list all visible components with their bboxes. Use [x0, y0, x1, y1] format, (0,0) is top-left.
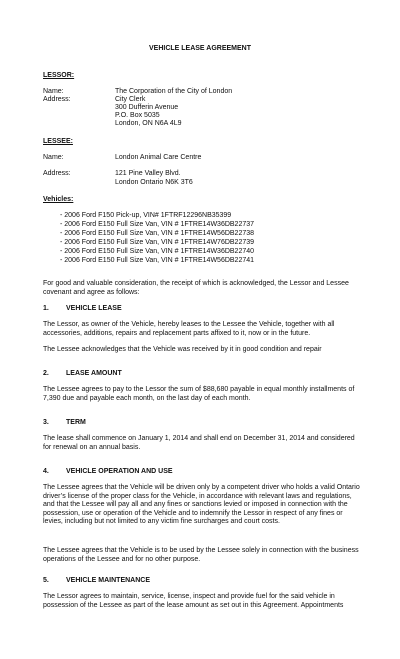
vehicle-item: - 2006 Ford F150 Pick-up, VIN# 1FTRF12296NB35399 — [60, 212, 232, 219]
vehicle-item: - 2006 Ford E150 Full Size Van, VIN # 1FTRE14W56DB22741 — [60, 257, 255, 264]
section-paragraph: The Lessee agrees to pay to the Lessor the sum of $88,680 payable in equal monthly installments of 7,390 due and payable each month, on the last day of each month. — [43, 386, 355, 402]
section-paragraph: The lease shall commence on January 1, 2014 and shall end on December 31, 2014 and considered for renewal on an annual basis. — [43, 435, 355, 451]
lessor-name: The Corporation of the City of London — [115, 88, 233, 95]
lessor-address-line: P.O. Box 5035 — [115, 112, 160, 119]
section-number: 2. — [43, 370, 49, 377]
section-heading-lease-amount: LEASE AMOUNT — [66, 370, 122, 377]
lessee-address-line: 121 Pine Valley Blvd. — [115, 170, 181, 177]
section-number: 3. — [43, 419, 49, 426]
section-number: 5. — [43, 577, 49, 584]
document-title: VEHICLE LEASE AGREEMENT — [148, 45, 252, 52]
lessor-heading: LESSOR: — [43, 72, 75, 79]
vehicles-heading: Vehicles: — [43, 196, 74, 203]
lessor-address-line: London, ON N6A 4L9 — [115, 120, 182, 127]
lessor-name-label: Name: — [43, 88, 64, 95]
section-number: 1. — [43, 305, 49, 312]
consideration-paragraph: For good and valuable consideration, the receipt of which is acknowledged, the Lessor and Lessee covenant and agree as follows: — [43, 280, 349, 296]
section-heading-vehicle-lease: VEHICLE LEASE — [66, 305, 122, 312]
section-number: 4. — [43, 468, 49, 475]
vehicle-item: - 2006 Ford E150 Full Size Van, VIN # 1FTRE14W56DB22738 — [60, 230, 255, 237]
section-paragraph: The Lessee agrees that the Vehicle is to be used by the Lessee solely in connection with the business operations of the Lessee and for no other purpose. — [43, 547, 359, 563]
section-paragraph: The Lessee acknowledges that the Vehicle was received by it in good condition and repair — [43, 346, 322, 353]
vehicle-item: - 2006 Ford E150 Full Size Van, VIN # 1FTRE14W36DB22740 — [60, 248, 255, 255]
section-heading-vehicle-maintenance: VEHICLE MAINTENANCE — [66, 577, 151, 584]
lessee-address-line: London Ontario N6K 3T6 — [115, 179, 193, 186]
section-paragraph: The Lessor agrees to maintain, service, license, inspect and provide fuel for the said vehicle in possession of the Lessee as part of the lease amount as set out in this Agreement. Appointments — [43, 593, 344, 609]
lessee-name: London Animal Care Centre — [115, 154, 202, 161]
lessee-heading: LESSEE: — [43, 138, 73, 145]
lessee-address-label: Address: — [43, 170, 71, 177]
section-paragraph: The Lessee agrees that the Vehicle will be driven only by a competent driver who holds a valid Ontario driver’s license of the proper class for the Vehicle, in accordance with relevant laws and regulations, and that the Lessee will pay all and any fines or sanctions levied or imposed in connection with the possession, use or operation of the Vehicle and to indemnify the Lessor in respect of any fines or levies, including but not limited to any victim fine surcharges and court costs. — [43, 484, 360, 525]
section-paragraph: The Lessor, as owner of the Vehicle, hereby leases to the Lessee the Vehicle, together with all accessories, additions, repairs and replacement parts affixed to it, now or in the future. — [43, 321, 335, 337]
lessor-address-line: City Clerk — [115, 96, 146, 103]
vehicle-item: - 2006 Ford E150 Full Size Van, VIN # 1FTRE14W36DB22737 — [60, 221, 255, 228]
lessor-address-label: Address: — [43, 96, 71, 103]
section-heading-vehicle-operation: VEHICLE OPERATION AND USE — [66, 468, 173, 475]
vehicle-item: - 2006 Ford E150 Full Size Van, VIN # 1FTRE14W76DB22739 — [60, 239, 255, 246]
lessee-name-label: Name: — [43, 154, 64, 161]
section-heading-term: TERM — [66, 419, 86, 426]
lessor-address-line: 300 Dufferin Avenue — [115, 104, 179, 111]
